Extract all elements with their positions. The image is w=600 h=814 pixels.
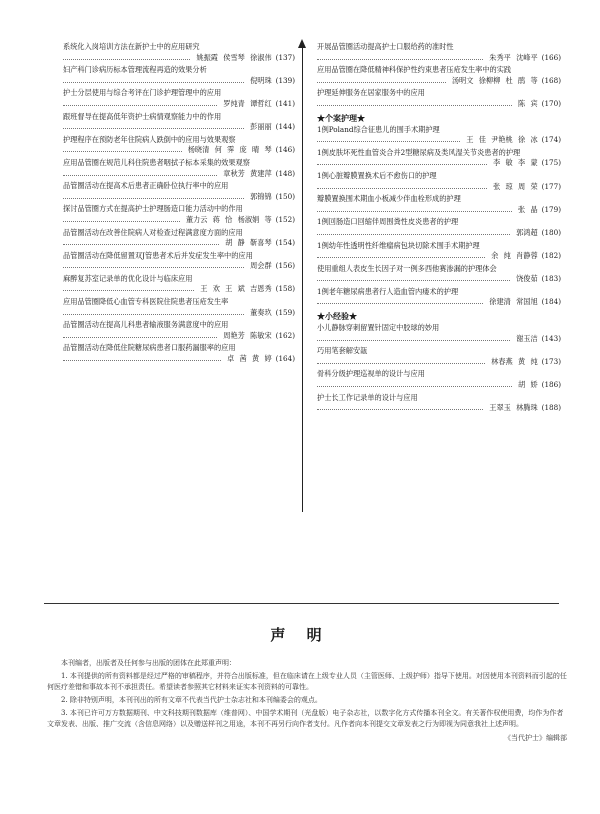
toc-entry-title: 品管圈活动在提高术后患者正确卧位执行率中的应用 (63, 181, 229, 191)
toc-entry-title: 探讨品管圈方式在提高护士护理肠造口能力活动中的作用 (63, 204, 243, 214)
toc-right-top-list (317, 42, 561, 110)
toc-case-list (317, 125, 561, 309)
section-heading-tips: ★小经验★ (317, 311, 357, 322)
leader-dots (63, 175, 217, 176)
toc-entry-title: 系统化入岗培训方法在新护士中的应用研究 (63, 42, 200, 51)
toc-entry[interactable] (63, 320, 295, 341)
toc-entry-page: (156) (275, 261, 295, 271)
declaration-paragraph: 3. 本刊已许可万方数据期刊、中文科技期刊数据库（维普网）、中国学术期刊（光盘版）电子杂志社，以数字化方式传播本刊全文。有关著作权使用费，均作为作者文章发表、出版、推广交流（含信息网络）以及赠送样刊之用途，本刊不再另行向作者支付。凡作者向本刊提交文章发表之行为即视为同意我社上述声明。 (47, 709, 564, 728)
leader-dots (317, 59, 483, 60)
toc-entry-authors: 林春燕 黄 纯 (491, 356, 538, 366)
toc-entry-title: 应用品管圈在规范儿科住院患者咽拭子标本采集的效果观察 (63, 157, 250, 167)
leader-dots (317, 363, 485, 364)
toc-entry[interactable] (317, 125, 561, 146)
toc-entry-authors: 杨晓清 何 霁 庞 晴 琴 (187, 145, 272, 155)
toc-entry-title: 1例心脏瓣膜置换术后不愈伤口的护理 (317, 170, 437, 180)
toc-entry[interactable] (63, 158, 295, 179)
toc-entry[interactable] (63, 112, 295, 133)
leader-dots (317, 211, 512, 212)
toc-entry[interactable] (317, 171, 561, 192)
leader-dots (63, 105, 217, 106)
toc-entry-page: (182) (541, 251, 561, 261)
toc-entry[interactable] (317, 241, 561, 262)
toc-entry-page: (168) (541, 75, 561, 85)
toc-entry-authors: 姚振霞 侯雪琴 徐淑伟 (196, 52, 272, 62)
leader-dots (317, 188, 487, 189)
toc-entry-page: (188) (541, 403, 561, 413)
toc-entry-page: (154) (275, 238, 295, 248)
toc-entry-authors: 陈 宾 (518, 98, 538, 108)
leader-dots (63, 151, 182, 152)
toc-entry-title: 应用品管圈在降低精神科保护性约束患者压疮发生率中的实践 (317, 65, 512, 75)
leader-dots (63, 128, 244, 129)
toc-entry-authors: 徐建清 常国旭 (489, 297, 538, 307)
toc-entry-page: (183) (541, 274, 561, 284)
toc-entry-page: (177) (541, 181, 561, 191)
leader-dots (63, 360, 221, 361)
toc-entry-authors: 张 琼 周 荣 (493, 181, 538, 191)
toc-entry-title: 骨科分级护理巡视单的设计与应用 (317, 369, 425, 379)
toc-entry-authors: 王 佳 尹艳桃 徐 冰 (466, 135, 538, 145)
leader-dots (317, 105, 512, 106)
toc-entry[interactable] (317, 346, 561, 367)
toc-entry-page: (170) (541, 98, 561, 108)
section-heading-case-nursing: ★个案护理★ (317, 112, 365, 123)
toc-entry-authors: 李 敏 李 蒙 (493, 158, 538, 168)
toc-entry[interactable] (63, 274, 295, 295)
toc-entry-title: 使用重组人表皮生长因子对一例多西他赛渗漏的护理体会 (317, 263, 497, 273)
toc-entry-title: 麻醉复苏室记录单的优化设计与临床应用 (63, 273, 193, 283)
leader-dots (63, 244, 219, 245)
toc-entry[interactable] (317, 323, 561, 344)
leader-dots (317, 82, 446, 83)
declaration-paragraph: 1. 本刊提供的所有资料都是经过严格的审稿程序，并符合出版标准，但在临床请在上级专业人员（主管医师、上级护师）指导下使用。对因使用本刊资料而引起的任何医疗差错和事故本刊不承担责任。希望读者参照其它材料来证实本刊资料的可靠性。 (47, 672, 567, 691)
toc-entry-title: 1例幼年性透明性纤维瘤病包块切除术围手术期护理 (317, 240, 480, 250)
leader-dots (317, 340, 510, 341)
toc-entry-authors: 董奏玖 (250, 307, 272, 317)
leader-dots (317, 409, 483, 410)
leader-dots (63, 290, 194, 291)
toc-entry-page: (144) (275, 122, 295, 132)
leader-dots (63, 267, 244, 268)
leader-dots (317, 303, 483, 304)
toc-entry[interactable] (63, 135, 295, 156)
toc-tips-list (317, 323, 561, 414)
toc-entry-authors: 郭鸿超 (516, 227, 538, 237)
toc-entry[interactable] (63, 42, 295, 63)
toc-entry-title: 护士长工作记录单的设计与应用 (317, 392, 418, 402)
toc-entry[interactable] (317, 217, 561, 238)
toc-entry-page: (164) (275, 354, 295, 364)
toc-entry-title: 妇产科门诊病历标本管理流程再造的效果分析 (63, 65, 207, 75)
leader-dots (317, 141, 460, 142)
toc-entry-authors: 王翠玉 林腾珠 (489, 403, 538, 413)
toc-entry-page: (166) (541, 52, 561, 62)
leader-dots (63, 337, 217, 338)
toc-entry-title: 瓣膜置换围术期血小板减少伴血栓形成的护理 (317, 194, 461, 204)
leader-dots (63, 221, 180, 222)
toc-entry-authors: 余 纯 肖静蓉 (491, 251, 538, 261)
toc-entry[interactable] (63, 204, 295, 225)
leader-dots (317, 280, 510, 281)
toc-entry-authors: 周会群 (250, 261, 272, 271)
toc-entry-page: (186) (541, 380, 561, 390)
toc-entry[interactable] (317, 369, 561, 390)
toc-entry-authors: 董力云 蒋 恰 杨淑娟 等 (185, 214, 272, 224)
toc-entry-title: 品管圈活动在降低留置双J管患者术后并发症发生率中的应用 (63, 250, 253, 260)
toc-entry-title: 护士分层使用与综合考评在门诊护理管理中的应用 (63, 88, 222, 98)
toc-entry-title: 巧用笔套解安瓿 (317, 346, 368, 356)
toc-entry-authors: 张 晶 (518, 204, 538, 214)
toc-entry-page: (159) (275, 307, 295, 317)
toc-entry-title: 护理延伸服务在居家服务中的应用 (317, 88, 425, 98)
toc-entry-page: (180) (541, 227, 561, 237)
toc-entry-authors: 胡 静 靳喜琴 (225, 238, 272, 248)
toc-entry-page: (139) (275, 75, 295, 85)
toc-entry-page: (179) (541, 204, 561, 214)
toc-entry-page: (150) (275, 191, 295, 201)
leader-dots (63, 198, 244, 199)
toc-entry[interactable] (63, 65, 295, 86)
toc-entry[interactable] (317, 148, 561, 169)
declaration-paragraph: 本刊编者，出版者及任何参与出版的团体在此郑重声明： (61, 659, 236, 667)
toc-entry-authors: 谢玉洁 (516, 333, 538, 343)
toc-entry-authors: 周艳芳 陈敏宋 (223, 330, 272, 340)
toc-entry-page: (152) (275, 214, 295, 224)
declaration-title: 声 明 (270, 626, 330, 644)
toc-entry-page: (143) (541, 333, 561, 343)
toc-entry[interactable] (63, 228, 295, 249)
toc-entry-page: (146) (275, 145, 295, 155)
declaration-signature: 《当代护士》编辑部 (504, 734, 567, 742)
toc-entry-authors: 王 欢 王 斌 吉恩秀 (200, 284, 272, 294)
toc-left-column (63, 42, 295, 367)
continue-arrow-line (302, 42, 303, 512)
declaration-body (47, 658, 567, 744)
toc-entry-authors: 章秋芳 黄建萍 (223, 168, 272, 178)
toc-entry[interactable] (63, 251, 295, 272)
leader-dots (317, 164, 487, 165)
up-arrow-icon (298, 39, 306, 48)
toc-entry[interactable] (317, 194, 561, 215)
leader-dots (63, 314, 244, 315)
toc-entry[interactable] (63, 297, 295, 318)
leader-dots (317, 234, 510, 235)
toc-entry-page: (148) (275, 168, 295, 178)
toc-entry-authors: 彭丽丽 (250, 122, 272, 132)
toc-entry-title: 护理程序在预防老年住院病人跌倒中的应用与效果观察 (63, 134, 236, 144)
toc-entry-title: 跟班督导在提高低年资护士病情观察能力中的作用 (63, 111, 222, 121)
toc-entry-title: 1例回肠造口回缩伴周围粪性皮炎患者的护理 (317, 217, 459, 227)
toc-entry[interactable] (317, 65, 561, 86)
leader-dots (63, 82, 244, 83)
toc-entry[interactable] (317, 42, 561, 63)
toc-entry-page: (184) (541, 297, 561, 307)
leader-dots (317, 257, 485, 258)
toc-entry[interactable] (317, 287, 561, 308)
leader-dots (317, 386, 512, 387)
toc-entry-title: 小儿静脉穿刺留置针固定中胶球的妙用 (317, 323, 440, 333)
toc-entry-title: 品管圈活动在降低住院糖尿病患者口服药漏服率的应用 (63, 343, 236, 353)
toc-entry-page: (158) (275, 284, 295, 294)
toc-entry-title: 开展品管圈活动提高护士口服给药的准时性 (317, 42, 454, 51)
toc-entry-title: 1例老年糖尿病患者行人造血管内瘘术的护理 (317, 286, 459, 296)
toc-entry-title: 1例Poland综合征患儿的围手术期护理 (317, 124, 440, 134)
toc-entry-authors: 卓 茜 黄 婷 (227, 354, 272, 364)
toc-entry-page: (141) (275, 98, 295, 108)
toc-entry-page: (174) (541, 135, 561, 145)
toc-entry-authors: 胡 娇 (518, 380, 538, 390)
toc-entry-page: (175) (541, 158, 561, 168)
toc-entry-authors: 郭锦锦 (250, 191, 272, 201)
toc-entry-title: 应用品管圈降低心血管专科医院住院患者压疮发生率 (63, 297, 229, 307)
toc-entry-authors: 朱秀平 沈峰平 (489, 52, 538, 62)
toc-entry-title: 1例皮肤坏死性血管炎合并2型糖尿病及类风湿关节炎患者的护理 (317, 147, 521, 157)
toc-entry-title: 品管圈活动在改善住院病人对检查过程满意度方面的应用 (63, 227, 243, 237)
toc-entry[interactable] (317, 88, 561, 109)
toc-entry-title: 品管圈活动在提高儿科患者输液服务满意度中的应用 (63, 320, 229, 330)
leader-dots (63, 59, 190, 60)
toc-right-column (317, 42, 561, 416)
divider-rule (44, 603, 559, 604)
toc-entry[interactable] (63, 343, 295, 364)
toc-entry[interactable] (63, 181, 295, 202)
toc-entry-authors: 汤明文 徐柳柳 杜 鹃 等 (451, 75, 538, 85)
toc-entry-authors: 饶俊茹 (516, 274, 538, 284)
toc-entry-page: (173) (541, 356, 561, 366)
toc-entry-page: (162) (275, 330, 295, 340)
declaration-paragraph: 2. 除非特别声明，本刊刊出的所有文章不代表当代护士杂志社和本刊编委会的观点。 (61, 696, 322, 704)
toc-entry-authors: 罗纯青 谭哲红 (223, 98, 272, 108)
toc-entry[interactable] (317, 393, 561, 414)
toc-entry[interactable] (63, 88, 295, 109)
toc-entry-page: (137) (275, 52, 295, 62)
toc-entry[interactable] (317, 264, 561, 285)
toc-entry-authors: 倪明珠 (250, 75, 272, 85)
